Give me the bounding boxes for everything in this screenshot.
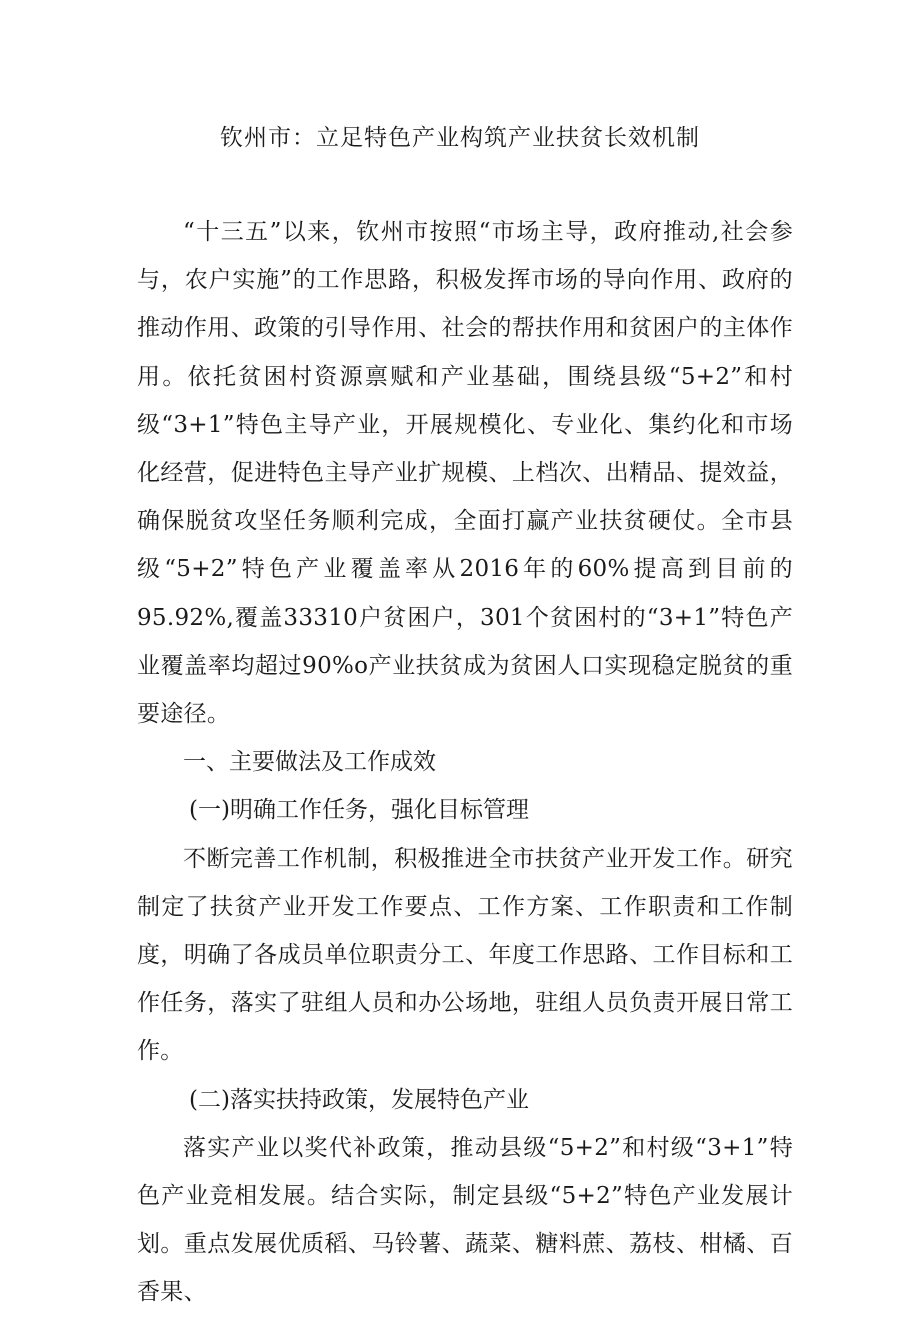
- section-heading: 一、主要做法及工作成效: [183, 749, 436, 776]
- intro-paragraph: “十三五”以来，钦州市按照“市场主导，政府推动,社会参与，农户实施”的工作思路，积极发挥市场的导向作用、政府的推动作用、政策的引导作用、社会的帮扶作用和贫困户的主体作用。依托贫困村资源禀赋和产业基础，围绕县级“5+2”和村级“3+1”特色主导产业，开展规模化、专业化、集约化和市场化经营，促进特色主导产业扩规模、上档次、出精品、提效益，确保脱贫攻坚任务顺利完成，全面打赢产业扶贫硬仗。全市县级“5+2”特色产业覆盖率从2016年的60%提高到目前的95.92%,覆盖33310户贫困户，301个贫困村的“3+1”特色产业覆盖率均超过90%o产业扶贫成为贫困人口实现稳定脱贫的重要途径。: [137, 219, 793, 728]
- subsection-paragraph-1: 不断完善工作机制，积极推进全市扶贫产业开发工作。研究制定了扶贫产业开发工作要点、工作方案、工作职责和工作制度，明确了各成员单位职责分工、年度工作思路、工作目标和工作任务，落实了驻组人员和办公场地，驻组人员负责开展日常工作。: [137, 845, 793, 1065]
- document-body: [137, 208, 793, 1317]
- subsection-paragraph-2: 落实产业以奖代补政策，推动县级“5+2”和村级“3+1”特色产业竞相发展。结合实际，制定县级“5+2”特色产业发展计划。重点发展优质稻、马铃薯、蔬菜、糖料蔗、荔枝、柑橘、百香果、: [137, 1134, 793, 1306]
- document-title: 钦州市：立足特色产业构筑产业扶贫长效机制: [220, 125, 700, 151]
- subsection-heading-1: (一)明确工作任务，强化目标管理: [189, 797, 529, 824]
- subsection-heading-2: (二)落实扶持政策，发展特色产业: [189, 1086, 529, 1113]
